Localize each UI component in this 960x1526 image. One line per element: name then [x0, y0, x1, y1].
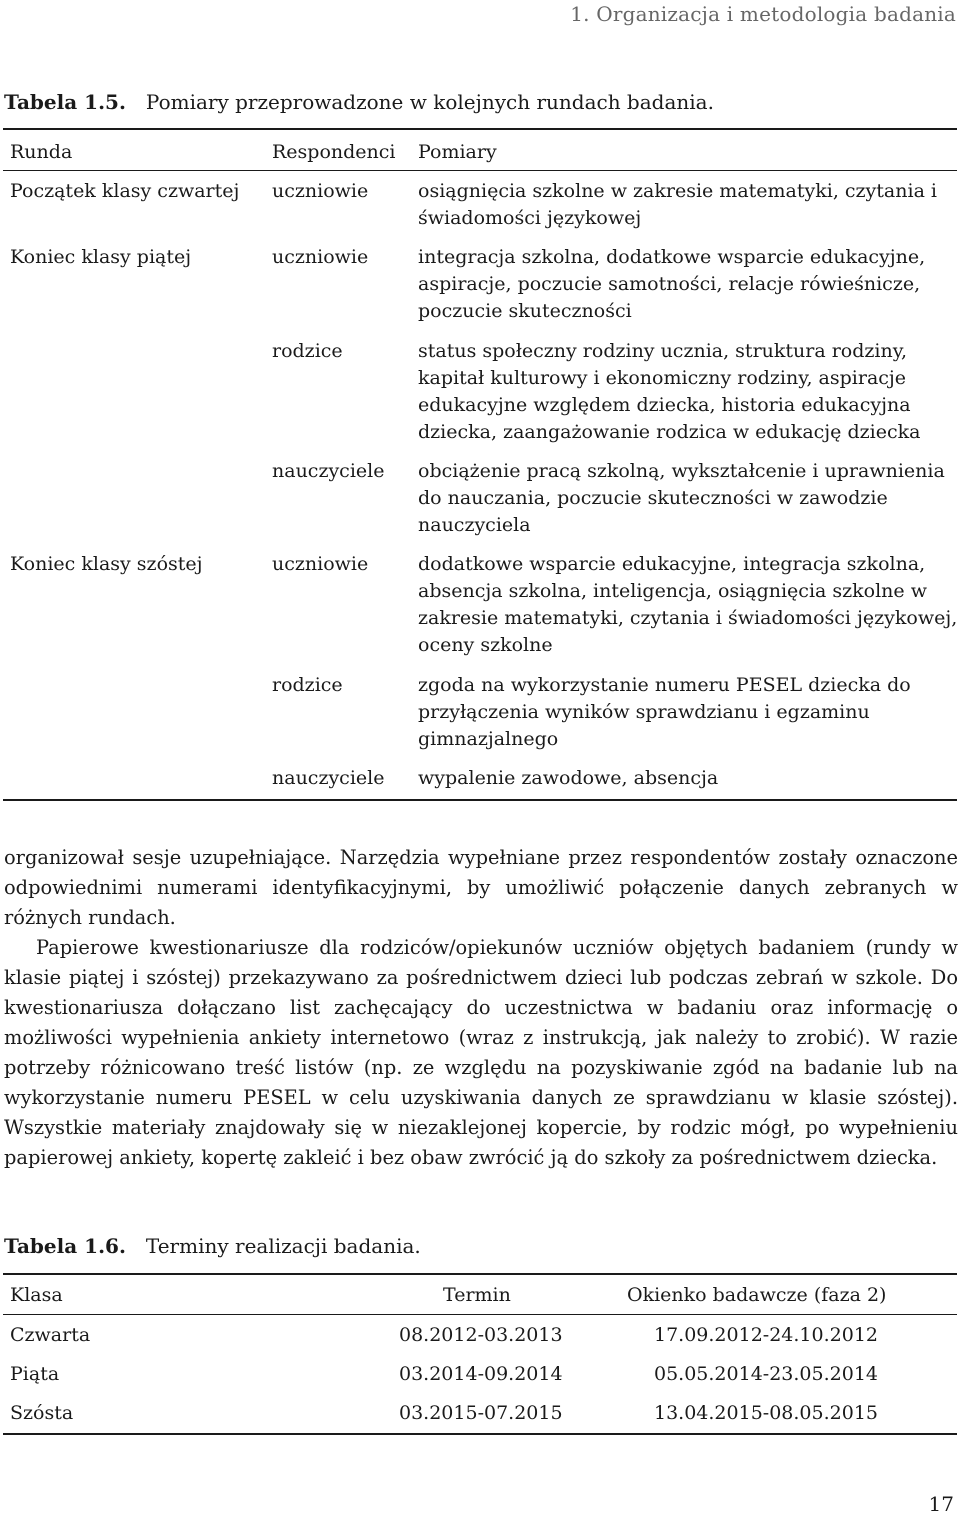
table-cell-measures: wypalenie zawodowe, absencja	[418, 767, 719, 789]
table-cell-measures: integracja szkolna, dodatkowe wsparcie edukacyjne, aspiracje, poczucie samotności, relacje rówieśnicze, poczucie skuteczności	[418, 246, 926, 322]
table-1-5-caption	[4, 90, 714, 114]
table-cell-respondent: nauczyciele	[272, 767, 385, 789]
table-header-rule	[3, 170, 957, 171]
running-header: 1. Organizacja i metodologia badania	[570, 2, 956, 26]
table-cell-measures: dodatkowe wsparcie edukacyjne, integracja szkolna, absencja szkolna, inteligencja, osiągnięcia szkolne w zakresie matematyki, czytania i świadomości językowej, oceny szkolne	[418, 553, 958, 656]
table-1-6-caption	[4, 1234, 421, 1258]
table-cell-okienko: 13.04.2015-08.05.2015	[654, 1402, 878, 1424]
table-cell-klasa: Szósta	[10, 1402, 74, 1424]
table-cell-okienko: 17.09.2012-24.10.2012	[654, 1324, 878, 1346]
page-number: 17	[928, 1492, 954, 1516]
column-header-klasa: Klasa	[10, 1284, 63, 1306]
column-header-pomiary: Pomiary	[418, 141, 497, 163]
table-cell-termin: 03.2015-07.2015	[399, 1402, 563, 1424]
table-cell-respondent: nauczyciele	[272, 460, 385, 482]
table-cell-respondent: rodzice	[272, 340, 343, 362]
table-cell-klasa: Piąta	[10, 1363, 60, 1385]
paragraph: Papierowe kwestionariusze dla rodziców/opiekunów uczniów objętych badaniem (rundy w klasie piątej i szóstej) przekazywano za pośrednictwem dzieci lub podczas zebrań w szkole. Do kwestionariusza dołączano list zachęcający do uczestnictwa w badaniu oraz informację o możliwości wypełnienia ankiety internetowo (wraz z instrukcją, jak należy to zrobić). W razie potrzeby różnicowano treść listów (np. ze względu na pozyskiwanie zgód na badanie lub na wykorzystanie numeru PESEL w celu uzyskiwania danych ze sprawdzianu w klasie szóstej). Wszystkie materiały znajdowały się w niezaklejonej kopercie, by rodzic mógł, po wypełnieniu papierowej ankiety, kopertę zakleić i bez obaw zwrócić ją do szkoły za pośrednictwem dziecka.	[4, 936, 958, 1169]
table-title: Terminy realizacji badania.	[145, 1234, 421, 1258]
table-label: Tabela 1.6.	[4, 1234, 126, 1258]
table-top-rule	[3, 128, 957, 130]
table-cell-okienko: 05.05.2014-23.05.2014	[654, 1363, 878, 1385]
table-cell-measures: osiągnięcia szkolne w zakresie matematyki, czytania i świadomości językowej	[418, 180, 938, 229]
table-cell-klasa: Czwarta	[10, 1324, 91, 1346]
table-cell-respondent: rodzice	[272, 674, 343, 696]
table-cell-round: Początek klasy czwartej	[10, 180, 240, 202]
column-header-okienko: Okienko badawcze (faza 2)	[627, 1284, 887, 1306]
table-bottom-rule	[3, 799, 957, 801]
table-cell-measures: obciążenie pracą szkolną, wykształcenie i uprawnienia do nauczania, poczucie skuteczności w zawodzie nauczyciela	[418, 460, 945, 536]
paragraph: organizował sesje uzupełniające. Narzędzia wypełniane przez respondentów zostały oznaczone odpowiednimi numerami identyfikacyjnymi, by umożliwić połączenie danych zebranych w różnych rundach.	[4, 846, 958, 929]
body-text	[4, 843, 958, 1173]
table-cell-respondent: uczniowie	[272, 180, 369, 202]
table-title: Pomiary przeprowadzone w kolejnych rundach badania.	[145, 90, 714, 114]
table-cell-respondent: uczniowie	[272, 553, 369, 575]
table-cell-respondent: uczniowie	[272, 246, 369, 268]
column-header-runda: Runda	[10, 141, 73, 163]
table-cell-termin: 03.2014-09.2014	[399, 1363, 563, 1385]
table-label: Tabela 1.5.	[4, 90, 126, 114]
column-header-respondenci: Respondenci	[272, 141, 396, 163]
table-cell-termin: 08.2012-03.2013	[399, 1324, 563, 1346]
table-cell-measures: zgoda na wykorzystanie numeru PESEL dziecka do przyłączenia wyników sprawdzianu i egzaminu gimnazjalnego	[418, 674, 911, 750]
table-cell-round: Koniec klasy piątej	[10, 246, 192, 268]
table-top-rule	[3, 1273, 957, 1275]
table-cell-measures: status społeczny rodziny ucznia, struktura rodziny, kapitał kulturowy i ekonomiczny rodziny, aspiracje edukacyjne względem dziecka, historia edukacyjna dziecka, zaangażowanie rodzica w edukację dziecka	[418, 340, 921, 443]
column-header-termin: Termin	[443, 1284, 511, 1306]
table-bottom-rule	[3, 1433, 957, 1435]
table-cell-round: Koniec klasy szóstej	[10, 553, 203, 575]
table-header-rule	[3, 1314, 957, 1315]
